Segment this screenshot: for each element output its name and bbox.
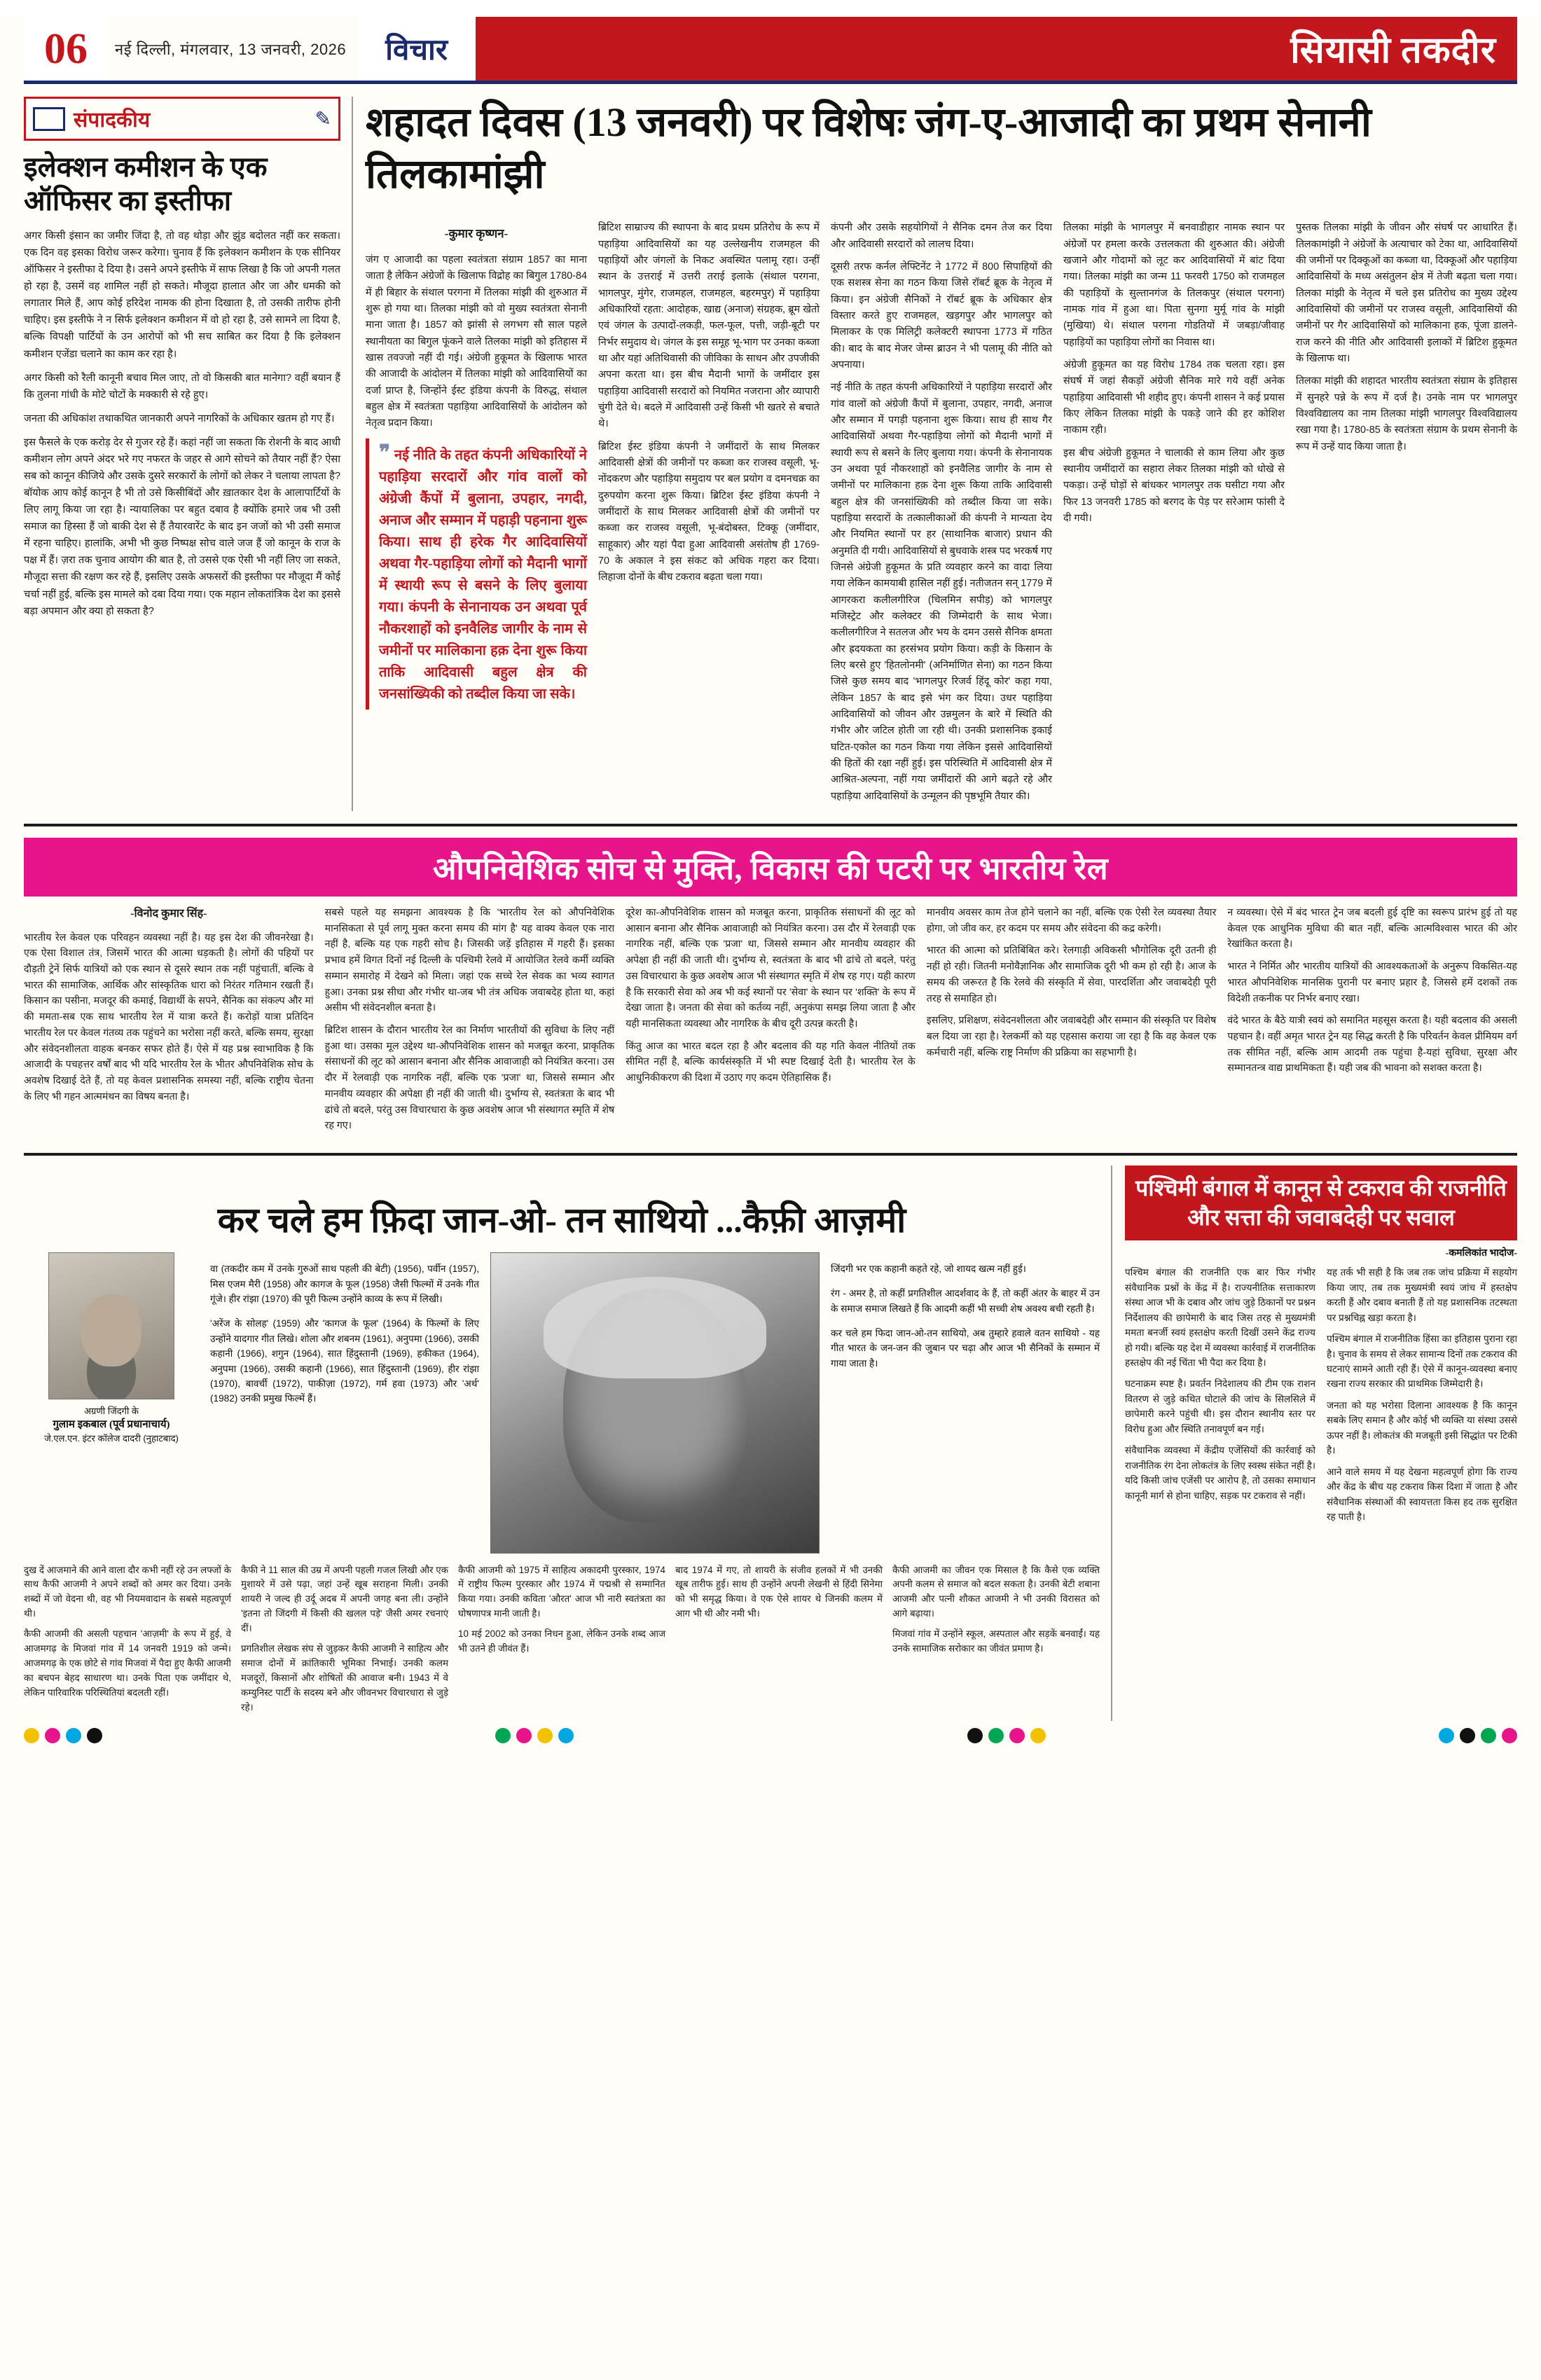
color-group <box>967 1728 1046 1743</box>
color-dot <box>988 1728 1004 1743</box>
kaifi-paragraph: कैफी आजमी की असली पहचान 'आज़मी' के रूप में हुई, वे आजमगढ़ के मिजवां गांव में 14 जनवरी 1919 को जन्मे। आजमगढ़ के एक छोटे से गांव मिजवां में पैदा हुए कैफी आजमी का बचपन बेहद साधारण था। उनके पिता एक जमींदार थे, लेकिन पारिवारिक परिस्थितियां बदलती रहीं। <box>24 1628 231 1698</box>
color-dot <box>967 1728 983 1743</box>
feature-paragraph: तिलका मांझी के भागलपुर में बनवाडीहार नामक स्थान पर अंग्रेजों पर हमला करके उत्तलकता की शुरुआत की। अंग्रेजी खजाने और गोदामों को लूट कर आदिवासियों में बांट दिया गया। तिलका मांझी का जन्म 11 फरवरी 1750 को राजमहल की पहाड़ियों के सुल्तानगंज के तिलकपुर (संथाल परगना) नामक गांव में हुआ था। पिता सुनगा मुर्मू गांव के मांझी (मुखिया) थे। संथाल परगना गोडतियों में जबड़ा/जीवाह पहाड़ियों का पहाड़िया लोगों का निवास था। <box>1063 222 1285 348</box>
color-dot <box>558 1728 574 1743</box>
kaifi-lower-column-5 <box>892 1563 1100 1721</box>
editorial-badge-label: संपादकीय <box>74 109 151 132</box>
feature-paragraph: जंग ए आजादी का पहला स्वतंत्रता संग्राम 1857 का माना जाता है लेकिन अंग्रेजों के खिलाफ विद्रोह का बिगुल 1780-84 में ही बिहार के संथाल परगना में तिलका मांझी की शुरुआत में शुरू हो गया था। तिलका मांझी को वो मुख्य स्वतंत्रता सेनानी माना जाता है। 1857 को झांसी से लगभग सौ साल पहले स्थानीयता का बिगुल फूंकने वाले तिलका मांझी को इतिहास में खास तवज्जो नहीं दी गई। अंग्रेजी हुकूमत के खिलाफ भारत की आजादी के आंदोलन में तिलका मांझी को आदिवासियों का दर्जा प्राप्त है, जिन्होंने ईस्ट इंडिया कंपनी के विरुद्ध, संथाल बहुल क्षेत्र में स्वतंत्रता पहाड़िया आदिवासियों के आंदोलन को नेतृत्व प्रदान किया। <box>366 254 587 429</box>
color-dot <box>537 1728 553 1743</box>
page-number-box <box>24 17 108 81</box>
color-dot <box>45 1728 60 1743</box>
feature-column-4 <box>1063 220 1285 810</box>
feature-paragraph: ब्रिटिश साम्राज्य की स्थापना के बाद प्रथम प्रतिरोध के रूप में पहाड़िया आदिवासियों का यह उल्लेखनीय राजमहल की पहाड़ियों और जंगलों के निकट अवस्थित पलामू रहा। उन्हीं स्थान के उत्तराई में उत्तरी तराई इलाके (संथाल परगना, भागलपुर, मुंगेर, राजमहल, राजमहल, बहरमपुर) में पहाड़िया अधिकारियों रहता: आदोहक, खाद्य (अनाज) संग्रहक, ब्रूम खेतो एवं जंगल के उत्पादों-लकड़ी, फल-फूल, पत्ती, जड़ी-बूटी पर निर्भर समुदाय थे। जंगल के इस समूह भू-भाग पर उनका कब्जा था और यहां अतिथिवासी की जीविका के साधन और उपजीकी अपना करता था। इस बीच मैदानी भागों के जमींदार इस पहाड़िया आदिवासी सरदारों को नियमित नजराना और व्यापारी चुंगी देते थे। बदले में आदिवासी उन्हें किसी भी खतरे से बचाते थे। <box>598 222 820 430</box>
color-dot <box>1481 1728 1496 1743</box>
color-dot <box>1030 1728 1046 1743</box>
feature-paragraph: अंग्रेजी हुकूमत का यह विरोध 1784 तक चलता रहा। इस संघर्ष में जहां सैकड़ों अंग्रेजी सैनिक मारे गये वहीं अनेक पहाड़िया आदिवासी भी शहीद हुए। कंपनी शासन ने कई प्रयास किए लेकिन तिलका मांझी के पकड़े जाने की हर कोशिश नाकाम रही। <box>1063 359 1285 436</box>
color-dot <box>66 1728 81 1743</box>
rail-paragraph: न व्यवस्था। ऐसे में बंद भारत ट्रेन जब बदली हुई दृष्टि का स्वरूप प्रारंभ हुई तो यह केवल एक आधुनिक मुविधा की बात नहीं, बल्कि आत्मविश्वास भारत की ओर रेखांकित करता है। <box>1227 906 1517 950</box>
kaifi-paragraph: कैफी ने 11 साल की उम्र में अपनी पहली गजल लिखी और एक मुशायरे में उसे पढ़ा, जहां उन्हें खूब सराहना मिली। उनकी शायरी ने जल्द ही उर्दू अदब में अपनी जगह बना ली। उन्होंने 'इतना तो जिंदगी में किसी की खलल पड़े' जैसी अमर रचनाएं दीं। <box>241 1564 448 1634</box>
editorial-column <box>24 97 353 811</box>
color-dot <box>87 1728 102 1743</box>
color-group <box>24 1728 102 1743</box>
kaifi-paragraph: प्रगतिशील लेखक संघ से जुड़कर कैफी आजमी ने साहित्य और समाज दोनों में क्रांतिकारी भूमिका निभाई। उनकी कलम मजदूरों, किसानों और शोषितों की आवाज बनी। 1943 में वे कम्युनिस्ट पार्टी के सदस्य बने और जीवनभर विचारधारा से जुड़े रहे। <box>241 1643 448 1713</box>
editorial-square-icon <box>33 107 65 131</box>
rail-paragraph: वंदे भारत के बैठे यात्री स्वयं को समानित महसूस करता है। यही बदलाव की असली पहचान है। वहीं अमृत भारत ट्रेन यह सिद्ध करती है कि परिवर्तन केवल प्रीमियम वर्ग तक सीमित नहीं, बल्कि आम आदमी तक पहुंचा है-यहां सुविधा, सुरक्षा और सम्मानतन्त्र वाद्य प्राथमिकता हैं। यही जब की भावना को सशक्त करता है। <box>1227 1015 1517 1074</box>
brand-area <box>476 24 1517 74</box>
feature-paragraph: तिलका मांझी की शहादत भारतीय स्वतंत्रता संग्राम के इतिहास में सुनहरे पन्ने के रूप में दर्ज है। उनके नाम पर भागलपुर विश्वविद्यालय का नाम तिलका मांझी भागलपुर विश्वविद्यालय रखा गया है। 1780-85 के स्वतंत्रता संग्राम के प्रथम सेनानी के रूप में उन्हें याद किया जाता है। <box>1296 375 1517 452</box>
feature-columns <box>366 220 1517 810</box>
kaifi-top-row <box>24 1252 1100 1554</box>
rail-column-1 <box>24 905 314 1140</box>
editorial-title: इलेक्शन कमीशन के एक ऑफिसर का इस्तीफा <box>24 151 268 216</box>
color-dot <box>1460 1728 1475 1743</box>
kaifi-lower-row <box>24 1563 1100 1721</box>
color-registration-bar <box>0 1721 1541 1756</box>
color-dot <box>1502 1728 1517 1743</box>
kaifi-lower-column-1 <box>24 1563 231 1721</box>
kaifi-column-left <box>210 1252 479 1554</box>
bengal-paragraph: आने वाले समय में यह देखना महत्वपूर्ण होगा कि राज्य और केंद्र के बीच यह टकराव किस दिशा में जाता है और संवैधानिक संस्थाओं की स्वायत्तता किस हद तक सुरक्षित रह पाती है। <box>1327 1466 1517 1523</box>
rail-paragraph: भारत की आत्मा को प्रतिबिंबित करे। रेलगाड़ी अविकसी भौगोलिक दूरी उतनी ही नहीं हो रही। जितनी मनोवैज्ञानिक और सामाजिक दूरी भी कम हो रही है। आज के समय की जरूरत है कि रेलवे की संस्कृति में सेवा, पारदर्शिता और जवाबदेही पूरी तरह से समाहित हो। <box>926 945 1217 1004</box>
rail-paragraph: भारत ने निर्मित और भारतीय यात्रियों की आवश्यकताओं के अनुरूप विकसित-यह भारत औपनिवेशिक मानसिक पुरानी पर बनाए प्रहार है, जिससे हमें दशकों तक विदेशी तकनीक पर निर्भर बनाए रखा। <box>1227 961 1517 1004</box>
color-dot <box>1009 1728 1025 1743</box>
editorial-paragraph: अगर किसी इंसान का जमीर जिंदा है, तो वह थोड़ा और झुंड बदोलत नहीं कर सकता। एक दिन वह इसका विरोध जरूर करेगा। चुनाव हैं कि इलेक्शन कमीशन के एक सीनियर ऑफिसर ने इस्तीफा दे दिया है। उसने अपने इस्तीफे में साफ लिखा है कि जो अपनी गलत हो रहा है, उसमें वह शामिल नहीं हो सकते। मौजूदा हालात और जा और धमकी को लगातार मिले हैं, आप कोई हरिदेश नामक की होना दिखाता है, तो उसकी तारीफ होनी चाहिए। इस इस्तीफे ने न सिर्फ इलेक्शन कमीशन में वो हो रहा है, उसे सामने ला दिया है, बल्कि विपक्षी पार्टियों के उन आरोपों को भी सच साबित कर दिया है कि इलेक्शन कमीशन एजेंडा चलाने का काम कर रहा है। <box>24 230 340 360</box>
section-tab: विचार <box>357 17 476 81</box>
feature-paragraph: कंपनी और उसके सहयोगियों ने सैनिक दमन तेज कर दिया और आदिवासी सरदारों को लालच दिया। <box>831 222 1052 250</box>
kaifi-column-right <box>831 1252 1100 1554</box>
kaifi-paragraph: बाद 1974 में गए, तो शायरी के संजीव हलकों में भी उनकी खूब तारीफ हुई। साथ ही उन्होंने अपनी लेखनी से हिंदी सिनेमा को भी समृद्ध किया। वे एक ऐसे शायर थे जिनकी कलम में आग भी थी और नमी भी। <box>675 1564 883 1619</box>
author-photo <box>48 1252 174 1399</box>
bengal-paragraph: यह तर्क भी सही है कि जब तक जांच प्रक्रिया में सहयोग किया जाए, तब तक मुख्यमंत्री स्वयं जांच में हस्तक्षेप करती हैं और दबाव बनाती हैं तो यह प्रशासनिक तटस्थता पर प्रश्नचिह्न खड़ा करता है। <box>1327 1267 1517 1323</box>
editorial-body <box>24 228 340 620</box>
rail-column-4 <box>927 905 1217 1140</box>
kaifi-lower-column-3 <box>458 1563 665 1721</box>
kaifi-paragraph: कर चले हम फिदा जान-ओ-तन साथियो, अब तुम्हारे हवाले वतन साथियो - यह गीत भारत के जन-जन की जुबान पर चढ़ा और आज भी सैनिकों के सम्मान में गाया जाता है। <box>831 1327 1100 1369</box>
rail-paragraph: किंतु आज का भारत बदल रहा है और बदलाव की यह गति केवल नीतियों तक सीमित नहीं है, बल्कि कार्यसंस्कृति में भी स्पष्ट दिखाई देती है। भारतीय रेल के आधुनिकीकरण की दिशा में उठाए गए कदम ऐतिहासिक हैं। <box>626 1040 915 1084</box>
bengal-paragraph: संवैधानिक व्यवस्था में केंद्रीय एजेंसियों की कार्रवाई को राजनीतिक रंग देना लोकतंत्र के लिए स्वस्थ संकेत नहीं है। यदि किसी जांच एजेंसी पर आरोप है, तो उसका समाधान कानूनी मार्ग से होना चाहिए, सड़क पर टकराव से नहीं। <box>1125 1445 1315 1501</box>
rail-paragraph: ब्रिटिश शासन के दौरान भारतीय रेल का निर्माण भारतीयों की सुविधा के लिए नहीं हुआ था। उसका मूल उद्देश्य था-औपनिवेशिक शासन को मजबूत करना, प्राकृतिक संसाधनों की लूट को आसान बनाना और सैनिक आवाजाही को नियंत्रित करना। उस दौर में रेलवाड़ी एक नागरिक नहीं, बल्कि एक 'प्रजा' था, जिससे सम्मान और मानवीय व्यवहार की अपेक्षा ही नहीं की जाती थी। दुर्भाग्य से, स्वतंत्रता के बाद भी ढांचे तो बदले, परंतु उस विचारधारा के कुछ अवशेष आज भी संस्थागत स्मृति में शेष रह गए। <box>324 1024 615 1132</box>
kaifi-paragraph: 'अरेंज के सोलह' (1959) और 'कागज के फूल' (1964) के फिल्मों के लिए उन्होंने यादगार गीत लिखे। शोला और शबनम (1961), अनुपमा (1966), उसकी कहानी (1966), शगुन (1964), सात हिंदुस्तानी (1969), हकीकत (1964), अनुपमा (1966), उसकी कहानी (1966), सात हिंदुस्तानी (1969), हीर रांझा (1970), बावर्ची (1972), पाकीज़ा (1972), गर्म हवा (1973) और 'अर्थ' (1982) उनकी प्रमुख फिल्में हैं। <box>210 1318 479 1404</box>
rail-paragraph: मानवीय अवसर काम तेज होने चलाने का नहीं, बल्कि एक ऐसी रेल व्यवस्था तैयार होगा, जो जीव कर, हर कदम पर समय और संवेदना की कद्र करेगी। <box>926 906 1217 934</box>
feature-pullquote-text: नई नीति के तहत कंपनी अधिकारियों ने पहाड़िया सरदारों और गांव वालों को अंग्रेजी कैंपों में बुलाना, उपहार, नगदी, अनाज और सम्मान में पहाड़ी पहनाना शुरू किया। साथ ही हरेक गैर आदिवासियों अथवा गैर-पहाड़िया लोगों को मैदानी भागों में स्थायी रूप से बसने के लिए बुलाया गया। कंपनी के सेनानायक उन अथवा पूर्व नौकरशाहों को इनवैलिड जागीर के नाम से जमीनों पर मालिकाना हक़ देना शुरू किया ताकि आदिवासी बहुल क्षेत्र की जनसांख्यिकी को तब्दील किया जा सके। <box>379 447 587 702</box>
rail-column-5 <box>1227 905 1517 1140</box>
section-divider <box>24 824 1517 826</box>
kaifi-portrait <box>490 1252 820 1554</box>
bengal-paragraph: जनता को यह भरोसा दिलाना आवश्यक है कि कानून सबके लिए समान है और कोई भी व्यक्ति या संस्था उससे ऊपर नहीं है। लोकतंत्र की मजबूती इसी सिद्धांत पर टिकी है। <box>1327 1399 1517 1456</box>
kaifi-paragraph: दुख दें आजमाने की आने वाला दौर कभी नहीं रहे उन लफ्जों के साथ कैफी आजमी ने अपने शब्दों को अमर कर दिया। उनके शब्दों में जो वेदना थी, वह भी नियमवादान के सबसे महत्वपूर्ण थी। <box>24 1564 231 1619</box>
feature-column-2 <box>598 220 820 810</box>
kaifi-headline: कर चले हम फ़िदा जान-ओ- तन साथियो ...कैफ़ी आज़मी <box>217 1200 906 1240</box>
feature-pullquote <box>366 438 587 710</box>
color-group <box>1439 1728 1517 1743</box>
bengal-column-2 <box>1327 1265 1517 1531</box>
feature-column-3 <box>831 220 1052 810</box>
rail-byline: -विनोद कुमार सिंह- <box>130 907 207 920</box>
feature-paragraph: इस बीच अंग्रेजी हुकूमत ने चालाकी से काम लिया और कुछ स्थानीय जमींदारों का सहारा लेकर तिलका मांझी को धोखे से पकड़ा। उन्हें घोड़ों से बांधकर भागलपुर तक घसीटा गया और फिर 13 जनवरी 1785 को बरगद के पेड़ पर सरेआम फांसी दे दी गयी। <box>1063 447 1285 525</box>
bengal-columns <box>1125 1265 1517 1531</box>
bengal-byline: -कमलिकांत भादोज- <box>1445 1248 1517 1259</box>
feature-column-1 <box>366 220 587 810</box>
bengal-paragraph: घटनाक्रम स्पष्ट है। प्रवर्तन निदेशालय की टीम एक राशन वितरण से जुड़े कथित घोटाले की जांच के सिलसिले में छापेमारी करने पहुंची थी। इस दौरान स्थानीय स्तर पर विरोध हुआ और स्थिति तनावपूर्ण बन गई। <box>1125 1378 1315 1434</box>
masthead <box>24 17 1517 84</box>
kaifi-paragraph: कैफी आजमी को 1975 में साहित्य अकादमी पुरस्कार, 1974 में राष्ट्रीय फिल्म पुरस्कार और 1974 में पद्मश्री से सम्मानित किया गया। उनकी कविता 'औरत' आज भी नारी स्वतंत्रता का घोषणापत्र मानी जाती है। <box>458 1564 665 1619</box>
feature-paragraph: ब्रिटिश ईस्ट इंडिया कंपनी ने जमींदारों के साथ मिलकर आदिवासी क्षेत्रों की जमीनों पर कब्जा कर राजस्व वसूली, भू-नोंदकरण और पहाड़िया समुदाय पर बल प्रयोग व दमनचक्र का दुरुपयोग करना शुरू किया। ब्रिटिश ईस्ट इंडिया कंपनी ने जमींदारों के साथ मिलकर आदिवासी क्षेत्रों की जमीनों पर कब्जा कर राजस्व वसूली, भू-बंदोबस्त, टिक्कू (जमींदार, साहूकार) और यहां पैदा हुआ आदिवासी असंतोष ही 1769-70 के अकाल ने इस संकट को अधिक गहरा कर दिया। लिहाजा दोनों के बीच टकराव बढ़ता चला गया। <box>598 441 820 583</box>
author-affiliation: जे.एल.एन. इंटर कॉलेज दादरी (नुहाटबाद) <box>44 1433 179 1444</box>
brand-name: सियासी तकदीर <box>1290 31 1496 71</box>
edition-line: नई दिल्ली, मंगलवार, 13 जनवरी, 2026 <box>115 40 347 58</box>
feature-column-5 <box>1296 220 1517 810</box>
rail-paragraph: इसलिए, प्रशिक्षण, संवेदनशीलता और जवाबदेही और सम्मान की संस्कृति पर विशेष बल दिया जा रहा है। रेलकर्मी को यह एहसास कराया जा रहा है कि वह केवल एक कर्मचारी नहीं, बल्कि राष्ट्र निर्माण की प्रक्रिया का सहभागी है। <box>926 1015 1217 1058</box>
bengal-article <box>1125 1165 1517 1721</box>
rail-paragraph: भारतीय रेल केवल एक परिवहन व्यवस्था नहीं है। यह इस देश की जीवनरेखा है। एक ऐसा विशाल तंत्र, जिसमें भारत की आत्मा धड़कती है। लोगों की पहियों पर दौड़ती ट्रेनें सिर्फ यात्रियों को एक स्थान से दूसरे स्थान तक नहीं पहुंचातीं, बल्कि वे भारत की सामाजिक, आर्थिक और सांस्कृतिक धारा को निरंतर गतिमान रखती हैं। किसान का पसीना, मजदूर की कमाई, विद्यार्थी के सपने, सैनिक का संकल्प और मां की ममता-सब एक साथ भारतीय रेल में यात्रा करते हैं। करोड़ों यात्रा प्रतिदिन भारतीय रेल पर केवल गंतव्य तक पहुंचने का भरोसा नहीं करते, बल्कि समय, सुरक्षा और संवेदनशीलता वाहक बनकर सफर होते हैं। ऐसे में यह प्रश्न स्वाभाविक है कि आजादी के पचहत्तर वर्षों बाद भी यदि भारतीय रेल के भीतर औपनिवेशिक सोच के अवशेष दिखाई देते हैं, तो यह केवल प्रशासनिक समस्या नहीं, बल्कि राष्ट्रीय चेतना के लिए भी गहन आत्ममंथन का विषय बनता है। <box>24 932 314 1102</box>
color-dot <box>495 1728 511 1743</box>
kaifi-paragraph: कैफी आजमी का जीवन एक मिसाल है कि कैसे एक व्यक्ति अपनी कलम से समाज को बदल सकता है। उनकी बेटी शबाना आजमी और पत्नी शौकत आजमी ने भी उनकी विरासत को आगे बढ़ाया। <box>892 1564 1100 1619</box>
rail-column-2 <box>325 905 615 1140</box>
editorial-paragraph: इस फैसले के एक करोड़ देर से गुजर रहे हैं। कहां नहीं जा सकता कि रोशनी के बाद आधी कमीशन लोग अपने अंदर भरे गए नफरत के जहर से आगे सोचने को तैयार नहीं हैं? ऐसा सब को कानून कीजिये और उसके दुसरे सरकारों के लोगों को लेकर ने चलाया लापता है? बॉयोक आप कोई कानून है भी तो उसे किसीबिंदों और ख़ातकार देश के आलापार्टियों के लिए लागू किया जा रहा है। न्यायालिका पर बहुत दबाव है क्योंकि हमारे जब भी उसी समाज का हिस्सा हैं जो बाकी देश से हैं तैयारवारेंट के बाद इन जजों को भी उसी समाज में रहना चाहिए। हालांकि, अभी भी कुछ निष्पक्ष सोच वाले जज हैं जो कानून के राज के पक्ष में हैं। ज़रा तक चुनाव आयोग की बात है, तो उससे एक ऐसी भी नहीं लिए जा सकते, मौजूदा सत्ता की रक्षण कर रहे हैं, इसलिए उसके अफसरों की इस्तीफा पर मौजूदा मैं कोई चर्चा नहीं हुई, बल्कि इस मामले को दबा दिया गया। एक महान लोकतांत्रिक देश का इससे बड़ा अपमान और क्या हो सकता है? <box>24 436 340 617</box>
author-block <box>24 1252 199 1554</box>
bengal-column-1 <box>1125 1265 1315 1531</box>
kaifi-article <box>24 1165 1112 1721</box>
kaifi-paragraph: वा (तकदीर कम में उनके गुरुओं साथ पहली की बेटी) (1956), पर्वीन (1957), मिस एजम मैरी (1958) और कागज के फूल (1958) जैसी फिल्मों में उनके गीत गूंजे। हीर रांझा (1970) की पूरी फिल्म उन्होंने काव्य के रूप में लिखी। <box>210 1264 479 1305</box>
bengal-banner: पश्चिमी बंगाल में कानून से टकराव की राजनीति और सत्ता की जवाबदेही पर सवाल <box>1125 1165 1517 1240</box>
bottom-section <box>24 1153 1517 1721</box>
rail-columns <box>24 905 1517 1140</box>
feature-paragraph: दूसरी तरफ कर्नल लेफ्टिनेंट ने 1772 में 800 सिपाहियों की एक सशस्त्र सेना का गठन किया जिसे रॉबर्ट ब्रूक के नेतृत्व में किया। इन अंग्रेजी सैनिकों ने रॉबर्ट ब्रूक के अधिकार क्षेत्र विस्तार करते हुए राजमहल, खड़गपुर और भागलपुर को मिलाकर के एक मिलिट्री कलेक्टरी स्थापना 1773 में गठित की। बाद के बाद मेजर जेम्स ब्राउन ने भी पलामू की नीति को अपनाया। <box>831 261 1052 371</box>
pen-icon: ✎ <box>315 108 331 130</box>
author-name: गुलाम इकबाल (पूर्व प्रधानाचार्य) <box>53 1418 170 1430</box>
kaifi-paragraph: रंग - अमर है, तो कहीं प्रगतिशील आदर्शवाद के हैं, तो कहीं अंतर के बाहर में उन के समाज समाज लिखते हैं कि आदमी कहीं भी सच्ची शेष अवश्य बची रहती है। <box>831 1288 1100 1314</box>
author-label: अग्रणी जिंदगी के <box>84 1405 139 1416</box>
color-group <box>495 1728 574 1743</box>
editorial-badge <box>24 97 340 141</box>
top-section <box>24 97 1517 811</box>
kaifi-lower-column-4 <box>675 1563 883 1721</box>
newspaper-page <box>0 17 1541 2380</box>
feature-paragraph: पुस्तक तिलका मांझी के जीवन और संघर्ष पर आधारित हैं। तिलकामांझी ने अंग्रेजों के अत्याचार को टेका था, आदिवासियों की जमीनों पर दिक्कूओं का कब्जा था, दिक्कूओं और पहाड़िया आदिवासियों के मध्य असंतुलन क्षेत्र में तेजी बढ़ता चला गया। तिलका मांझी के नेतृत्व में चले इस प्रतिरोध का मुख्य उद्देश्य आदिवासियों की जमीनों पर राजस्व वसूली, आदिवासियों की जमीनों पर गैर आदिवासियों को मालिकाना हक, पूंजा डालने-राज करने की नीति और आदिवासी इलाकों में ब्रिटिश हुकूमत के खिलाफ था। <box>1296 222 1517 365</box>
rail-banner: औपनिवेशिक सोच से मुक्ति, विकास की पटरी पर भारतीय रेल <box>24 838 1517 897</box>
editorial-paragraph: अगर किसी को रैली कानूनी बचाव मिल जाए, तो वो किसकी बात मानेगा? वहीं बयान हैं कि तुलना गांधी के मोटे चोटों के मक्कारी से रहे हुए। <box>24 372 340 401</box>
page-number: 06 <box>44 25 88 73</box>
color-dot <box>516 1728 532 1743</box>
feature-byline: -कुमार कृष्णन- <box>444 227 509 241</box>
rail-article <box>24 838 1517 1140</box>
editorial-paragraph: जनता की अधिकांश तथाकथित जानकारी अपने नागरिकों के अधिकार खतम हो गए हैं। <box>24 413 335 424</box>
bengal-paragraph: पश्चिम बंगाल की राजनीति एक बार फिर गंभीर संवैधानिक प्रश्नों के केंद्र में है। राज्यनीतिक सत्ताकारण संस्था आज भी के दबाव और जांच जुड़े ठिकानों पर प्रश्नन निर्देशालय की छापेमारी के बाद जिस तरह से मुख्यमंत्री ममता बनर्जी स्वयं हस्तक्षेप करती दिखीं उसने केंद्र राज्य हो गयी। बल्कि यह देश में व्यवस्था कार्रवाई में राजनीतिक हस्तक्षेप की नई चिंता भी पैदा कर दिया है। <box>1125 1267 1315 1369</box>
kaifi-paragraph: जिंदगी भर एक कहानी कहते रहे, जो शायद खत्म नहीं हुई। <box>831 1264 1026 1275</box>
color-dot <box>24 1728 39 1743</box>
feature-headline: शहादत दिवस (13 जनवरी) पर विशेषः जंग-ए-आजादी का प्रथम सेनानी तिलकामांझी <box>366 99 1371 198</box>
rail-column-3 <box>626 905 915 1140</box>
masthead-strip <box>357 17 1517 81</box>
rail-paragraph: सबसे पहले यह समझना आवश्यक है कि 'भारतीय रेल को औपनिवेशिक मानसिकता से पूर्व लागू मुक्त करना समय की मांग है' यह वाक्य केवल एक नारा नहीं है, बल्कि यह एक गहरी सोच है। जिसकी जड़ें इतिहास में गहरी हैं। इसका प्रभाव हमें विगत दिनों नई दिल्ली के पश्चिमी रेलवे में आयोजित रेलवे कर्मी व्यक्ति सम्मान समारोह में देखने को मिला। जहां एक सच्चे रेल सेवक का भव्य स्वागत हुआ। उनका प्रश्न सीधा और गंभीर था-जब भी तंत्र अधिक जवाबदेह होता था, कहां असीम भी संवेदनशील बनता है। <box>324 906 615 1014</box>
bengal-paragraph: पश्चिम बंगाल में राजनीतिक हिंसा का इतिहास पुराना रहा है। चुनाव के समय से लेकर सामान्य दिनों तक टकराव की घटनाएं सामने आती रही हैं। ऐसे में कानून-व्यवस्था बनाए रखना राज्य सरकार की प्राथमिक जिम्मेदारी है। <box>1327 1334 1517 1390</box>
feature-paragraph: नई नीति के तहत कंपनी अधिकारियों ने पहाड़िया सरदारों और गांव वालों को अंग्रेजी कैंपों में बुलाना, उपहार, नगदी, अनाज और सम्मान में पगड़ी पहनाना शुरू किया। साथ ही साथ गैर आदिवासियों अथवा गैर-पहाड़िया लोगों को मैदानी भागों में स्थायी रूप से बसने के लिए बुलाया गया। कंपनी के सेनानायक उन अथवा पूर्व नौकरशाहों को इनवैलिड जागीर के नाम से जमीनों पर मालिकाना हक़ देना शुरू किया ताकि आदिवासी बहुल क्षेत्र की जनसांख्यिकी को तब्दील किया जा सके। पहाड़िया सरदारों के तत्कालीकाओं की कंपनी ने मान्यता देय और नियमित स्थानों पर हर (साथानिक बाजार) प्रधान की अनुमति दी गयी। आदिवासियों से बुधवाके शस्त्र पद भरकर्ष गए जिनसे अंग्रेजी हुकूमत के प्रति व्यवहार करने का वादा लिया गया लेकिन कामयाबी हासिल नहीं हुई। नतीजतन सन् 1779 में आगरकरा कलीलगीरिज (चिलमिन सपीड़) को भागलपुर मजिस्ट्रेट और कलेक्टर की जिम्मेदारी के साथ भेजा। कलीलगीरिज ने सतलज और भय के दमन उससे सैनिक क्षमता और ह्रदयकता का हरसंभव प्रयोग किया। कड़ी के किसान के लिए बरसे हुए 'हितलोनमी' (अनिर्माणित सेना) का गठन किया जिसे कुछ समय बाद 'भागलपुर रिजर्व हिंदू कोर' कहा गया, लेकिन 1857 के बाद इसे भंग कर दिया। उधर पहाड़िया आदिवासियों को जीवन और उन्नमुलन के बारे में स्थिति की गंभीर और जटिल होती जा रही थी। उनकी प्रशासनिक इकाई घटित-एकोल का गठन किया गया लेकिन इससे आदिवासियों की हितों की रक्षा नहीं हुई। इस परिस्थिति में आदिवासी क्षेत्र में आश्रित-अल्पना, नहीं गया जमींदारों की आगे बढ़ते रहे और पहाड़िया आदिवासियों के उन्मूलन की पृष्ठभूमि तैयार की। <box>831 382 1052 802</box>
kaifi-paragraph: मिजवां गांव में उन्होंने स्कूल, अस्पताल और सड़कें बनवाईं। यह उनके सामाजिक सरोकार का जीवंत प्रमाण है। <box>892 1628 1100 1654</box>
quote-icon: ❞ <box>379 441 391 464</box>
rail-paragraph: दूरेश का-औपनिवेशिक शासन को मजबूत करना, प्राकृतिक संसाधनों की लूट को आसान बनाना और सैनिक आवाजाही को नियंत्रित करना। उस दौर में रेलवाड़ी एक नागरिक नहीं, बल्कि एक 'प्रजा' था, जिससे सम्मान और मानवीय व्यवहार की अपेक्षा ही नहीं की जाती थी। दुर्भाग्य से, स्वतंत्रता के बाद भी ढांचे तो बदले, परंतु उस विचारधारा के कुछ अवशेष आज भी संस्थागत स्मृति में शेष रह गए। यही कारण है कि सरकारी सेवा को अब भी कई स्थानों पर 'सेवा' के स्थान पर 'शक्ति' के रूप में देखा जाता है। जनता की सेवा को कर्तव्य नहीं, अनुकंपा समझ लिया जाता है और यही मानसिकता व्यवस्था और नागरिक के बीच दूरी उत्पन्न करती है। <box>626 906 915 1030</box>
kaifi-paragraph: 10 मई 2002 को उनका निधन हुआ, लेकिन उनके शब्द आज भी उतने ही जीवंत हैं। <box>458 1628 665 1654</box>
feature-article <box>366 97 1517 811</box>
kaifi-lower-column-2 <box>241 1563 448 1721</box>
kaifi-portrait-image <box>490 1252 820 1554</box>
color-dot <box>1439 1728 1454 1743</box>
